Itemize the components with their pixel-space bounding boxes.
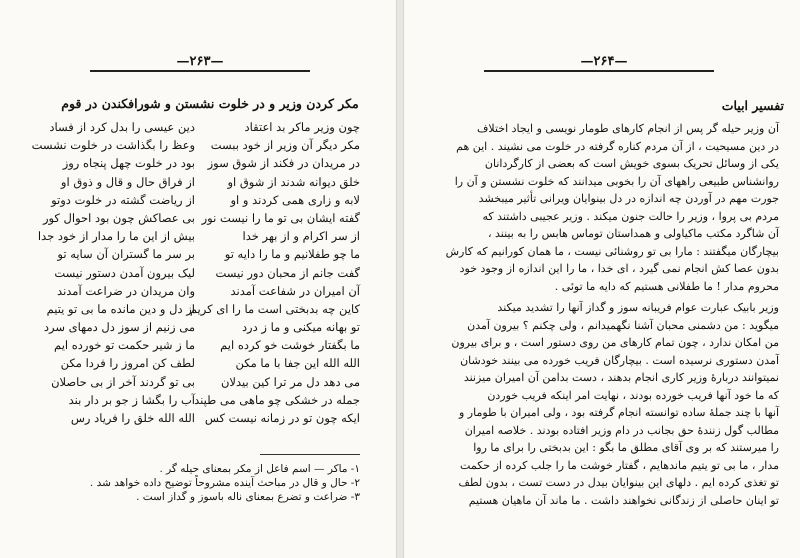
page-number: —۲۶۳— — [176, 54, 224, 69]
second-hemistich: از دل و دین مانده ما بی تو یتیم — [46, 301, 195, 316]
couplet — [51, 373, 360, 391]
text-line: بدون عصا کش انجام نمی گیرد ، ای خدا ، ما را این اندازه از وجود خود — [459, 262, 779, 275]
footnote: ۲- حال و قال در مباحث آینده مشروحاً توضیح داده خواهد شد . — [89, 477, 360, 489]
text-line: محروم مدار ! ما طفلانی هستیم که دایه ما توئی . — [554, 279, 779, 293]
first-hemistich: الله الله این جفا با ما مکن — [235, 356, 360, 371]
couplet — [55, 154, 360, 172]
text-line: که ما خود آنها فریب خورده بودند ، نهایت امر اینکه فریب خوردن — [487, 388, 779, 402]
text-line: من امکان ندارد ، چون تمام کارهای من روی دستور است ، و برای بیرون — [451, 336, 779, 349]
first-hemistich: ما بگفتار خوشت خو کرده ایم — [220, 338, 360, 353]
text-line: بیچارگان میگفتند : مارا بی تو روشنائی نیست ، ما همان کورانیم که کارش — [445, 244, 779, 258]
couplet — [46, 300, 360, 318]
second-hemistich: لطف کن امروز را فردا مکن — [60, 356, 195, 371]
footnotes — [40, 462, 360, 504]
couplet — [55, 409, 360, 427]
paragraph — [449, 299, 779, 509]
first-hemistich: چون وزیر ماکر بد اعتقاد — [244, 120, 360, 134]
section-heading: مکر کردن وزیر و در خلوت نشستن و شورافکندن در قوم — [61, 96, 359, 111]
first-hemistich: تو بهانه میکنی و ما ز درد — [241, 320, 360, 335]
right-page — [403, 0, 800, 558]
text-line: مطالب گول زنندۀ حق بجانب در دام وزیر افتاده بودند . خلاصه امیران — [464, 423, 779, 437]
text-line: تو تغذی کرده ایم . دلهای این بینوایان بیدل در دست تست ، بدون لطف — [458, 476, 779, 489]
poem — [31, 118, 360, 427]
header-rule — [90, 70, 310, 72]
second-hemistich: بیش از این ما را مدار از خود جدا — [37, 229, 195, 244]
second-hemistich: وعظ را بگذاشت در خلوت نشست — [31, 138, 195, 153]
text-line: مردم بی پروا ، وزیر را حالت جنون میکند . وزیر عجیبی داشتند که — [482, 209, 779, 223]
couplet — [55, 173, 360, 191]
couplet — [55, 391, 360, 409]
second-hemistich: الله الله خلق را فریاد رس — [70, 411, 195, 425]
page-number: —۲۶۴— — [580, 54, 628, 69]
text-line: آن شاگرد مکتب ماکیاولی و همداستان توماس هابس را به بینند ، — [487, 227, 779, 240]
second-hemistich: دین عیسی را بدل کرد از فساد — [49, 120, 195, 134]
couplet — [42, 209, 360, 227]
text-line: مدار ، ما بی تو یتیم ماندهایم ، گفتار خوشت ما را جلب کرده از حکمت — [460, 458, 779, 472]
couplet — [55, 264, 360, 282]
couplet — [55, 354, 360, 372]
second-hemistich: ما ز شیر حکمت تو خورده ایم — [54, 338, 195, 353]
second-hemistich: از فراق حال و قال و ذوق او — [60, 174, 195, 189]
couplet — [31, 136, 360, 154]
footnote: ۳- ضراعت و تضرع بمعنای ناله باسوز و گداز است . — [136, 491, 360, 503]
text-line: روانشناس طبیعی راههای آن را بخوبی میدانند که خلوت نشستن و آن را — [454, 174, 779, 188]
commentary-text — [445, 120, 779, 509]
first-hemistich: ایکه چون تو در زمانه نیست کس — [204, 411, 360, 425]
first-hemistich: می دهد دل مر ترا کین بیدلان — [220, 374, 360, 389]
text-line: آنها با چند جملۀ ساده توانسته انجام گرفته بود ، ولی امیران با طومار و — [459, 406, 779, 419]
text-line: وزیر بابیک عبارت عوام فریبانه سوز و گداز آنها را تشدید میکند — [497, 301, 779, 314]
first-hemistich: گفت جانم از محبان دور نیست — [215, 265, 360, 280]
footnote-rule — [260, 454, 360, 455]
first-hemistich: گفته ایشان بی تو ما را نیست نور — [201, 210, 360, 225]
text-line: آمدن دستوری نرسیده است . بیچارگان فریب خورده می بینند خودشان — [460, 353, 779, 367]
first-hemistich: جمله در خشکی چو ماهی می طپند — [194, 392, 360, 407]
second-hemistich: لیک بیرون آمدن دستور نیست — [54, 265, 195, 280]
text-line: را میرستند که بر وی آقای مطلق ما بگو : این بدبختی را برای ما روا — [473, 441, 779, 454]
text-line: میگوید : من دشمنی محبان آشنا نگهمیدانم ، ولی چکنم ؟ بیرون آمدن — [467, 318, 779, 332]
couplet — [37, 227, 360, 245]
first-hemistich: در مریدان در فکند از شوق سوز — [207, 156, 360, 171]
couplet — [55, 336, 360, 354]
couplet — [55, 282, 360, 300]
first-hemistich: لابه و زاری همی کردند و او — [230, 192, 360, 207]
text-line: تو اینان حاصلی از زندگانی نخواهند داشت . ما ماند آن ماهیان هستیم — [468, 493, 779, 507]
text-line: نمیتوانند دربارۀ وزیر کاری انجام بدهند ، دست بدامن آن امیران میزنند — [463, 371, 779, 384]
first-hemistich: کاین چه بدبختی است ما را ای کریم — [189, 301, 360, 316]
couplet — [51, 191, 360, 209]
text-line: در دین مسیحیت ، از آن مردم کناره گرفته در خلوت می نشیند . این هم — [456, 139, 779, 153]
second-hemistich: بی عصاکش چون بود احوال کور — [42, 210, 195, 225]
second-hemistich: بود در خلوت چهل پنجاه روز — [62, 156, 195, 171]
second-hemistich: می زنیم از سوز دل دمهای سرد — [43, 320, 195, 335]
text-line: یکی از وسائل تحریک بسوی خویش است که بعضی از کارگردانان — [484, 157, 779, 170]
left-page — [0, 0, 397, 558]
couplet — [43, 318, 360, 336]
first-hemistich: از سر اکرام و از بهر خدا — [242, 229, 360, 244]
couplet — [49, 118, 360, 136]
section-heading: تفسیر ابیات — [721, 98, 784, 113]
first-hemistich: مکر دیگر آن وزیر از خود ببست — [210, 138, 360, 153]
paragraph — [445, 120, 779, 295]
second-hemistich: از ریاضت گشته در خلوت دوتو — [51, 192, 195, 207]
second-hemistich: آب را بگشا ز جو بر دار بند — [68, 392, 195, 407]
text-line: جورت مهم در آوردن چه اندازه در دل بینوایان ویرانی تأثیر میبخشد — [478, 192, 779, 205]
second-hemistich: بر سر ما گستران آن سایه تو — [57, 247, 195, 262]
first-hemistich: ما چو طفلانیم و ما را دایه تو — [224, 247, 360, 262]
text-line: آن وزیر حیله گر پس از انجام کارهای طومار نویسی و ایجاد اختلاف — [476, 122, 779, 135]
first-hemistich: خلق دیوانه شدند از شوق او — [227, 174, 360, 189]
first-hemistich: آن امیران در شفاعت آمدند — [230, 283, 360, 298]
second-hemistich: وان مریدان در ضراعت آمدند — [57, 283, 195, 298]
header-rule — [484, 70, 714, 72]
second-hemistich: بی تو گردند آخر از بی حاصلان — [51, 374, 195, 389]
footnote: ۱- ماکر — اسم فاعل از مکر بمعنای حیله گر . — [159, 463, 360, 475]
couplet — [55, 245, 360, 263]
